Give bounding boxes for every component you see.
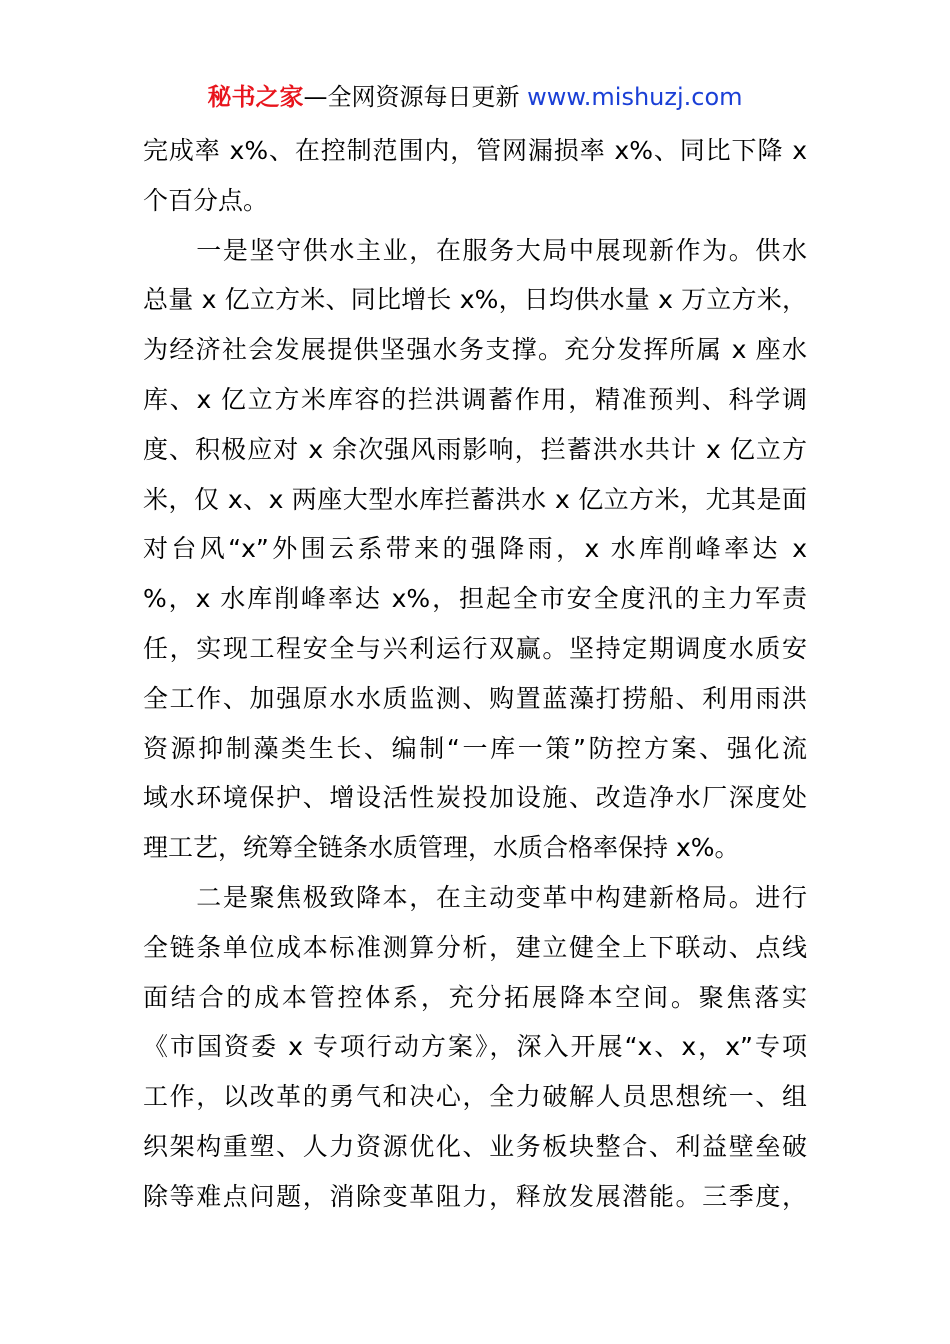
text-line: 全链条单位成本标准测算分析，建立健全上下联动、点线 — [143, 932, 807, 962]
text-line: 为经济社会发展提供坚强水务支撑。充分发挥所属 x 座水 — [143, 335, 807, 365]
text-line: 域水环境保护、增设活性炭投加设施、改造净水厂深度处 — [143, 783, 807, 813]
text-line: 资源抑制藻类生长、编制“一库一策”防控方案、强化流 — [143, 733, 807, 763]
text-line: 二是聚焦极致降本，在主动变革中构建新格局。进行 — [143, 882, 807, 912]
header-tagline: —全网资源每日更新 — [303, 83, 528, 111]
website-url[interactable]: www.mishuzj.com — [527, 83, 743, 111]
text-line: 对台风“x”外围云系带来的强降雨，x 水库削峰率达 x — [143, 534, 807, 564]
page-header — [0, 80, 950, 114]
text-line: 库、x 亿立方米库容的拦洪调蓄作用，精准预判、科学调 — [143, 384, 807, 414]
text-line: 一是坚守供水主业，在服务大局中展现新作为。供水 — [143, 235, 807, 265]
text-line: 除等难点问题，消除变革阻力，释放发展潜能。三季度， — [143, 1181, 807, 1211]
text-line: 面结合的成本管控体系，充分拓展降本空间。聚焦落实 — [143, 982, 807, 1012]
text-line: 《市国资委 x 专项行动方案》，深入开展“x、x，x”专项 — [143, 1032, 807, 1062]
text-line: 理工艺，统筹全链条水质管理，水质合格率保持 x%。 — [143, 833, 740, 863]
text-line: %，x 水库削峰率达 x%，担起全市安全度汛的主力军责 — [143, 584, 807, 614]
text-line: 个百分点。 — [143, 185, 269, 215]
document-body — [143, 126, 807, 1222]
text-line: 织架构重塑、人力资源优化、业务板块整合、利益壁垒破 — [143, 1131, 807, 1161]
text-line: 工作，以改革的勇气和决心，全力破解人员思想统一、组 — [143, 1082, 807, 1112]
text-line: 度、积极应对 x 余次强风雨影响，拦蓄洪水共计 x 亿立方 — [143, 434, 807, 464]
brand-name: 秘书之家 — [207, 83, 304, 111]
text-line: 全工作、加强原水水质监测、购置蓝藻打捞船、利用雨洪 — [143, 683, 807, 713]
text-line: 总量 x 亿立方米、同比增长 x%，日均供水量 x 万立方米， — [143, 285, 807, 315]
text-line: 完成率 x%、在控制范围内，管网漏损率 x%、同比下降 x — [143, 136, 807, 165]
text-line: 米，仅 x、x 两座大型水库拦蓄洪水 x 亿立方米，尤其是面 — [143, 484, 807, 514]
text-line: 任，实现工程安全与兴利运行双赢。坚持定期调度水质安 — [143, 633, 807, 663]
